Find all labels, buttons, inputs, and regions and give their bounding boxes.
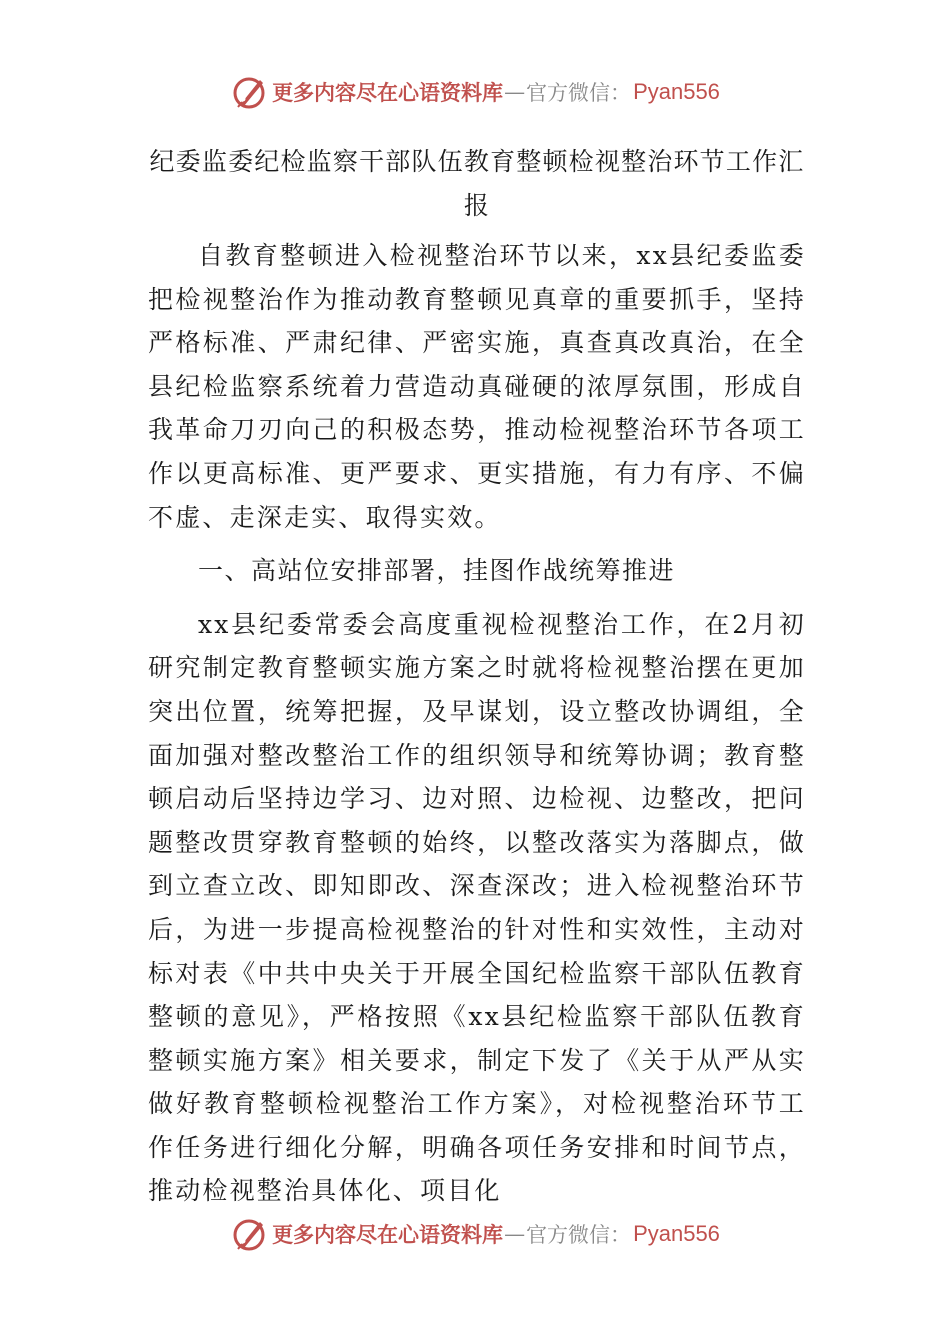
watermark-id: Pyan556 bbox=[633, 79, 720, 104]
quill-pen-logo-icon bbox=[230, 72, 270, 112]
header-watermark bbox=[0, 70, 950, 114]
document-body bbox=[148, 140, 806, 1213]
watermark-prefix: 更多内容尽在心语资料库 bbox=[272, 1222, 504, 1247]
watermark-prefix: 更多内容尽在心语资料库 bbox=[272, 80, 504, 105]
paragraph-section-1: xx县纪委常委会高度重视检视整治工作，在2月初研究制定教育整顿实施方案之时就将检视整治摆在更加突出位置，统筹把握，及早谋划，设立整改协调组，全面加强对整改整治工作的组织领导和统筹协调；教育整顿启动后坚持边学习、边对照、边检视、边整改，把问题整改贯穿教育整顿的始终，以整改落实为落脚点，做到立查立改、即知即改、深查深改；进入检视整治环节后，为进一步提高检视整治的针对性和实效性，主动对标对表《中共中央关于开展全国纪检监察干部队伍教育整顿的意见》，严格按照《xx县纪检监察干部队伍教育整顿实施方案》相关要求，制定下发了《关于从严从实做好教育整顿检视整治工作方案》，对检视整治环节工作任务进行细化分解，明确各项任务安排和时间节点，推动检视整治具体化、项目化 bbox=[148, 609, 806, 1206]
watermark-dash: — bbox=[504, 1222, 526, 1246]
watermark-id: Pyan556 bbox=[633, 1221, 720, 1246]
watermark-contact: 官方微信： bbox=[526, 1223, 632, 1247]
paragraph-intro: 自教育整顿进入检视整治环节以来，xx县纪委监委把检视整治作为推动教育整顿见真章的重要抓手，坚持严格标准、严肃纪律、严密实施，真查真改真治，在全县纪检监察系统着力营造动真碰硬的浓厚氛围，形成自我革命刀刃向己的积极态势，推动检视整治环节各项工作以更高标准、更严要求、更实措施，有力有序、不偏不虚、走深走实、取得实效。 bbox=[148, 241, 806, 532]
document-title: 纪委监委纪检监察干部队伍教育整顿检视整治环节工作汇报 bbox=[149, 147, 805, 220]
section-heading-1: 一、高站位安排部署，挂图作战统筹推进 bbox=[198, 556, 676, 586]
footer-watermark bbox=[0, 1212, 950, 1256]
watermark-dash: — bbox=[504, 80, 526, 104]
watermark-contact: 官方微信： bbox=[526, 81, 632, 105]
quill-pen-logo-icon bbox=[230, 1214, 270, 1254]
